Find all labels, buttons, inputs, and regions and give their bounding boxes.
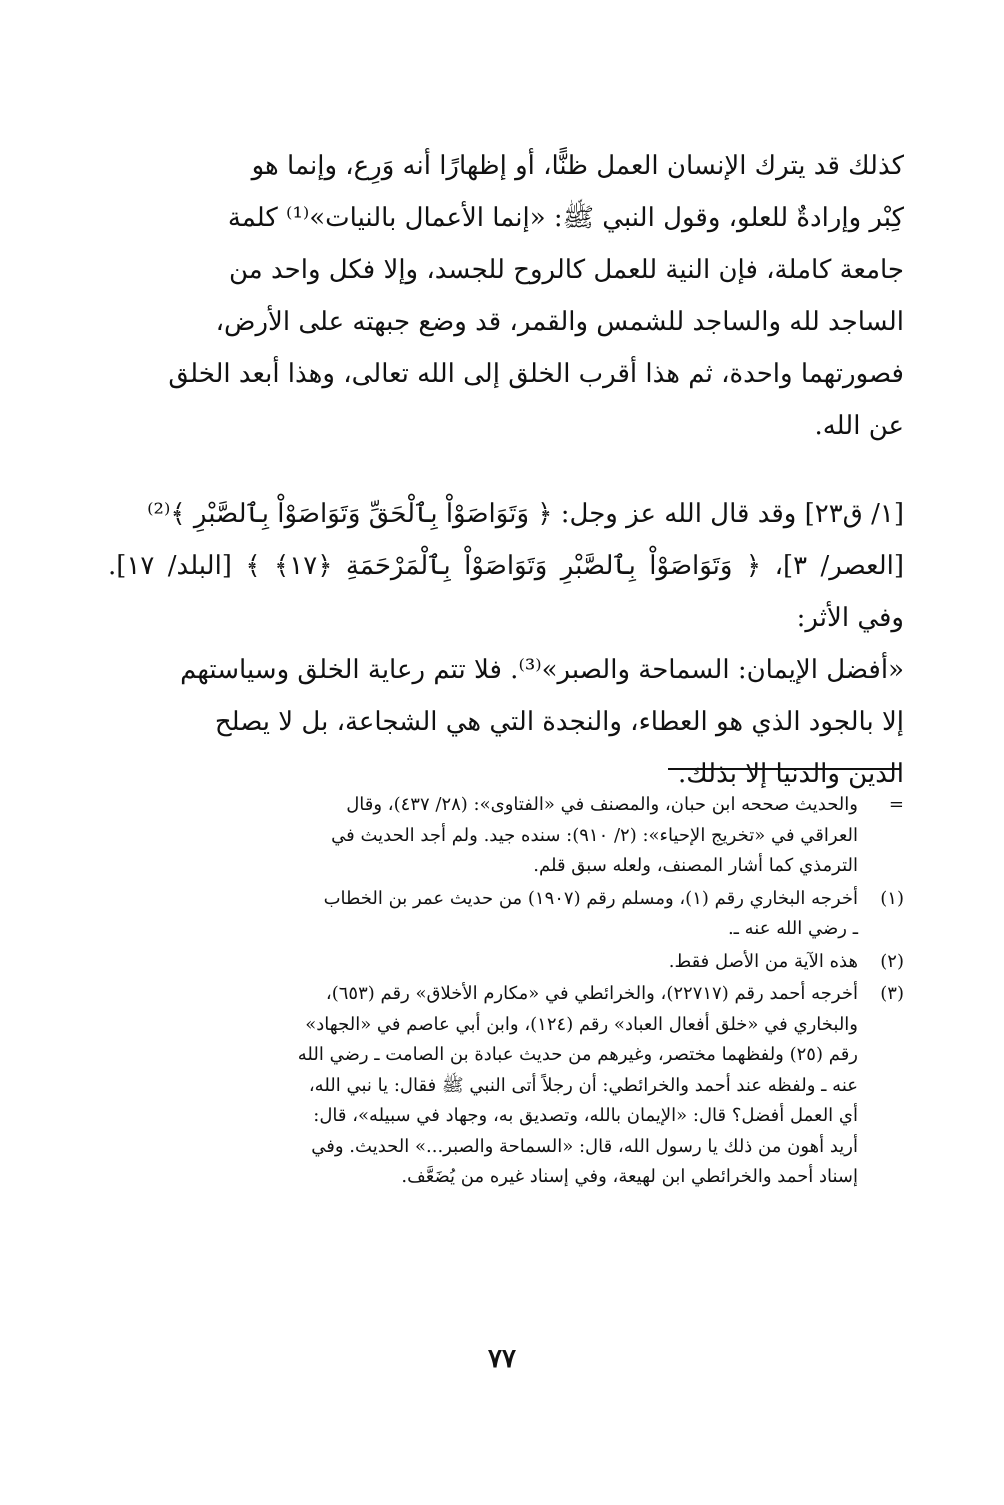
footnote-mark: (١) — [880, 887, 904, 909]
footnote-line: ـ رضي الله عنه ـ. — [727, 918, 858, 939]
footnote-mark: (٢) — [880, 950, 904, 972]
footnote-line: عنه ـ ولفظه عند أحمد والخرائطي: أن رجلاً أتى النبي ﷺ فقال: يا نبي الله، — [308, 1074, 858, 1096]
paragraph-line: [العصر/ ٣]، ﴿ وَتَوَاصَوْاْ بِٱلصَّبْرِ وَتَوَاصَوْاْ بِٱلْمَرْحَمَةِ ﴿١٧﴾ ﴾ [البلد/ ١٧]. وفي الأثر: — [108, 551, 904, 633]
paragraph-line: الدين والدنيا إلا بذلك. — [677, 759, 904, 789]
footnote-1 — [108, 884, 904, 945]
paragraph-line: كذلك قد يترك الإنسان العمل ظنًّا، أو إظهارًا أنه وَرِع، وإنما هو — [251, 151, 904, 181]
footnote-line: إسناد أحمد والخرائطي ابن لهيعة، وفي إسناد غيره من يُضَعَّف. — [401, 1166, 858, 1187]
footnote-line: أي العمل أفضل؟ قال: «الإيمان بالله، وتصديق به، وجهاد في سبيله»، قال: — [313, 1105, 858, 1126]
footnote-mark: (٣) — [880, 983, 904, 1004]
page-number: ٧٧ — [488, 1344, 516, 1374]
footnote-line: رقم (٢٥) ولفظهما مختصر، وغيرهم من حديث عبادة بن الصامت ـ رضي الله — [297, 1044, 858, 1065]
paragraph-line: الساجد لله والساجد للشمس والقمر، قد وضع جبهته على الأرض، — [215, 307, 904, 337]
paragraph-line: كِبْر وإرادةٌ للعلو، وقول النبي ﷺ: «إنما الأعمال بالنيات»⁽¹⁾ كلمة — [227, 203, 904, 233]
paragraph-line: جامعة كاملة، فإن النية للعمل كالروح للجسد، وإلا فكل واحد من — [229, 255, 904, 285]
footnote-text — [108, 979, 858, 1193]
footnote-mark: = — [888, 794, 904, 815]
footnotes — [108, 790, 904, 1195]
paragraph-line: عن الله. — [814, 411, 904, 441]
footnote-line: والحديث صححه ابن حبان، والمصنف في «الفتاوى»: (٢٨/ ٤٣٧)، وقال — [346, 794, 858, 815]
footnote-line: العراقي في «تخريج الإحياء»: (٢/ ٩١٠): سنده جيد. ولم أجد الحديث في — [331, 824, 858, 846]
footnote-text — [108, 790, 858, 882]
footnote-text — [108, 884, 858, 945]
footnote-line: أريد أهون من ذلك يا رسول الله، قال: «السماحة والصبر...» الحديث. وفي — [311, 1135, 858, 1157]
paragraph-line: فصورتهما واحدة، ثم هذا أقرب الخلق إلى الله تعالى، وهذا أبعد الخلق — [168, 359, 904, 389]
footnote-line: والبخاري في «خلق أفعال العباد» رقم (١٢٤)، وابن أبي عاصم في «الجهاد» — [305, 1013, 858, 1035]
footnote-continuation — [108, 790, 904, 882]
footnote-text — [108, 947, 858, 978]
paragraph-line: إلا بالجود الذي هو العطاء، والنجدة التي هي الشجاعة، بل لا يصلح — [214, 707, 904, 737]
footnote-line: الترمذي كما أشار المصنف، ولعله سبق قلم. — [533, 855, 858, 876]
body-paragraph-2 — [108, 488, 904, 800]
paragraph-line: [١/ ق٢٣] وقد قال الله عز وجل: ﴿ وَتَوَاصَوْاْ بِٱلْحَقِّ وَتَوَاصَوْاْ بِٱلصَّبْرِ ﴾⁽²⁾ — [147, 499, 904, 529]
body-paragraph-1 — [108, 140, 904, 452]
footnote-divider — [668, 768, 900, 770]
footnote-line: هذه الآية من الأصل فقط. — [668, 950, 858, 972]
footnote-line: أخرجه أحمد رقم (٢٢٧١٧)، والخرائطي في «مكارم الأخلاق» رقم (٦٥٣)، — [325, 983, 858, 1004]
paragraph-line: «أفضل الإيمان: السماحة والصبر»⁽³⁾. فلا تتم رعاية الخلق وسياستهم — [180, 655, 904, 685]
footnote-3 — [108, 979, 904, 1193]
footnote-line: أخرجه البخاري رقم (١)، ومسلم رقم (١٩٠٧) من حديث عمر بن الخطاب — [323, 887, 858, 909]
footnote-2 — [108, 947, 904, 978]
